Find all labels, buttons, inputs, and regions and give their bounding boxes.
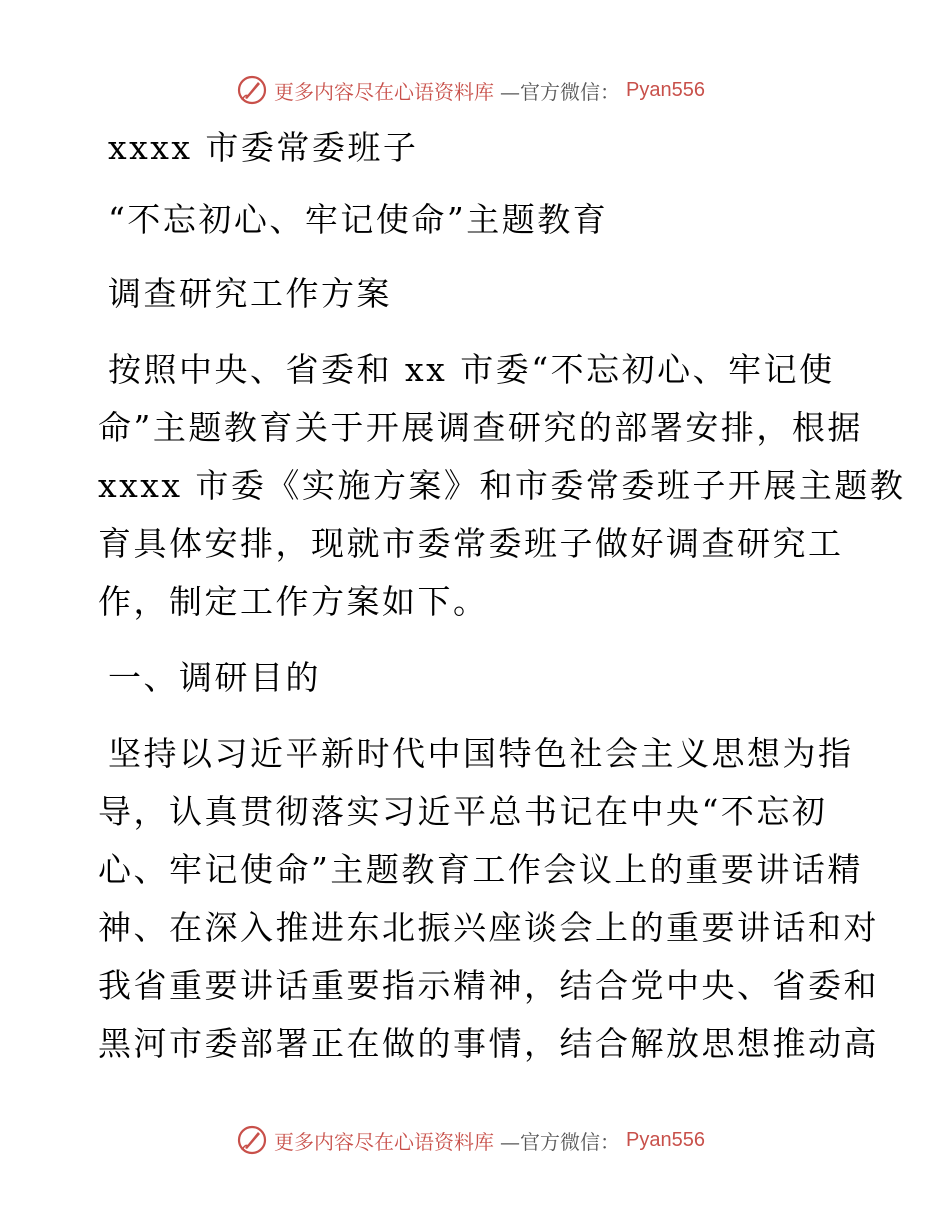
intro-line-4: 育具体安排，现就市委常委班子做好调查研究工 bbox=[98, 524, 844, 563]
watermark-official-label: —官方微信： bbox=[500, 1129, 620, 1154]
title-line-1: xxxx 市委常委班子 bbox=[108, 128, 419, 167]
watermark-wechat-id: Pyan556 bbox=[626, 1128, 705, 1151]
section-1-line-1: 坚持以习近平新时代中国特色社会主义思想为指 bbox=[108, 734, 854, 773]
section-1-line-5: 我省重要讲话重要指示精神，结合党中央、省委和 bbox=[98, 966, 879, 1005]
intro-line-2: 命”主题教育关于开展调查研究的部署安排，根据 bbox=[98, 408, 863, 447]
watermark-wechat-id: Pyan556 bbox=[626, 78, 705, 101]
section-1-line-6: 黑河市委部署正在做的事情，结合解放思想推动高 bbox=[98, 1024, 879, 1063]
quill-logo-icon bbox=[236, 74, 268, 106]
title-line-3: 调查研究工作方案 bbox=[108, 274, 392, 313]
section-1-line-2: 导，认真贯彻落实习近平总书记在中央“不忘初 bbox=[98, 792, 828, 831]
watermark-header bbox=[236, 74, 705, 106]
section-1-line-3: 心、牢记使命”主题教育工作会议上的重要讲话精 bbox=[98, 850, 863, 889]
watermark-brand: 更多内容尽在心语资料库 bbox=[274, 1129, 494, 1154]
intro-line-3: xxxx 市委《实施方案》和市委常委班子开展主题教 bbox=[98, 466, 906, 505]
watermark-footer bbox=[236, 1124, 705, 1156]
watermark-brand: 更多内容尽在心语资料库 bbox=[274, 79, 494, 104]
section-1-line-4: 神、在深入推进东北振兴座谈会上的重要讲话和对 bbox=[98, 908, 879, 947]
intro-line-5: 作，制定工作方案如下。 bbox=[98, 582, 489, 621]
watermark-official-label: —官方微信： bbox=[500, 79, 620, 104]
quill-logo-icon bbox=[236, 1124, 268, 1156]
section-1-heading: 一、调研目的 bbox=[108, 658, 321, 697]
intro-line-1: 按照中央、省委和 xx 市委“不忘初心、牢记使 bbox=[108, 350, 835, 389]
title-line-2: “不忘初心、牢记使命”主题教育 bbox=[108, 200, 609, 239]
